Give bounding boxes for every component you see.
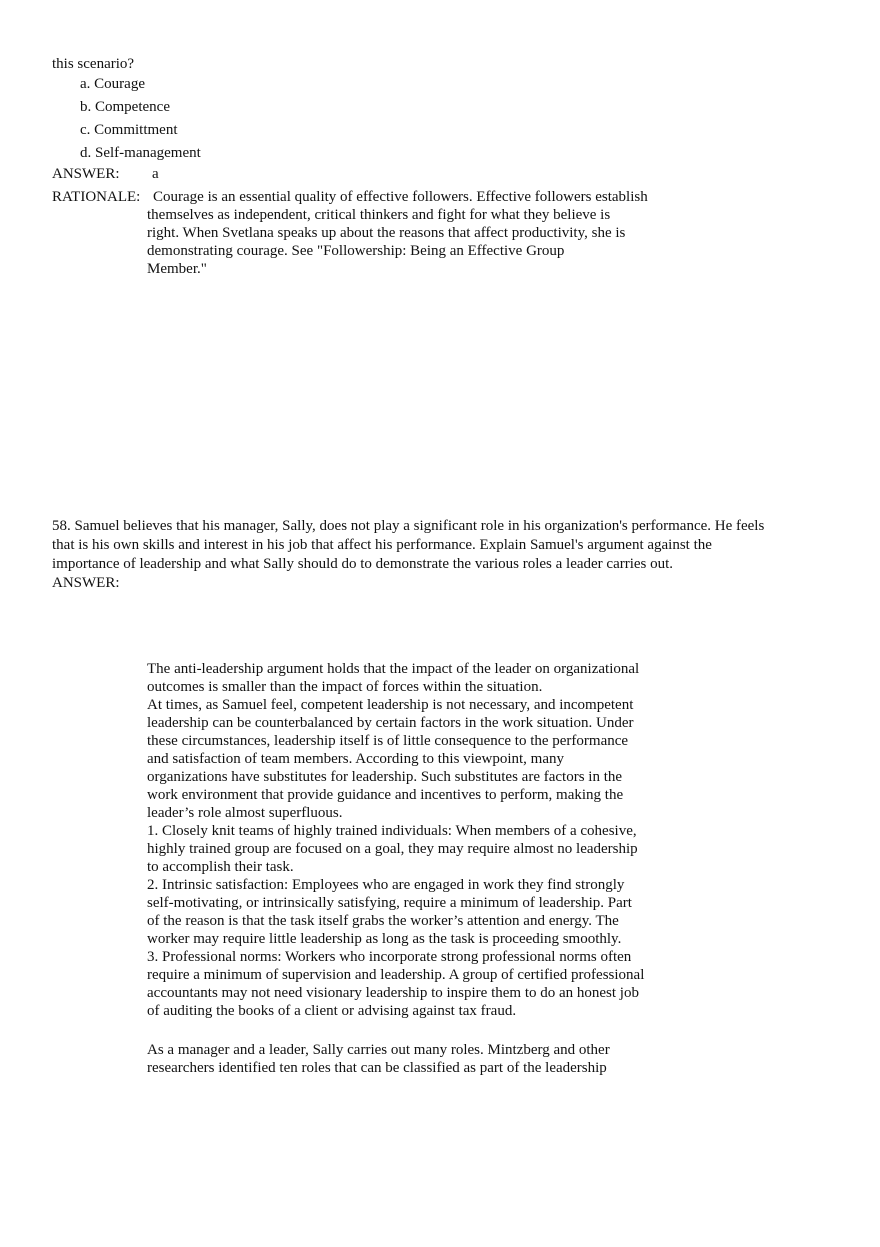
answer-line: 1. Closely knit teams of highly trained individuals: When members of a cohesive, bbox=[147, 823, 637, 839]
question-58-line: that is his own skills and interest in his job that affect his performance. Explain Samuel's argument against the bbox=[52, 537, 712, 553]
rationale-line: right. When Svetlana speaks up about the reasons that affect productivity, she is bbox=[147, 225, 626, 241]
answer-line: accountants may not need visionary leadership to inspire them to do an honest job bbox=[147, 985, 639, 1001]
answer-line: and satisfaction of team members. According to this viewpoint, many bbox=[147, 751, 564, 767]
rationale-line: demonstrating courage. See "Followership: Being an Effective Group bbox=[147, 243, 565, 259]
answer-line: At times, as Samuel feel, competent leadership is not necessary, and incompetent bbox=[147, 697, 634, 713]
rationale-line: themselves as independent, critical thinkers and fight for what they believe is bbox=[147, 207, 611, 223]
answer-line: The anti-leadership argument holds that the impact of the leader on organizational bbox=[147, 661, 640, 677]
answer-line: 2. Intrinsic satisfaction: Employees who are engaged in work they find strongly bbox=[147, 877, 625, 893]
answer-line: these circumstances, leadership itself is of little consequence to the performance bbox=[147, 733, 629, 749]
option-b: b. Competence bbox=[80, 99, 170, 115]
answer-line: require a minimum of supervision and leadership. A group of certified professional bbox=[147, 967, 645, 983]
answer-value: a bbox=[152, 166, 159, 182]
answer-line: to accomplish their task. bbox=[147, 859, 294, 875]
answer-line: 3. Professional norms: Workers who incorporate strong professional norms often bbox=[147, 949, 632, 965]
answer-label-58: ANSWER: bbox=[52, 575, 120, 591]
answer-line: of the reason is that the task itself grabs the worker’s attention and energy. The bbox=[147, 913, 619, 929]
answer-line: work environment that provide guidance and incentives to perform, making the bbox=[147, 787, 624, 803]
closing-line: researchers identified ten roles that can be classified as part of the leadership bbox=[147, 1060, 607, 1076]
answer-line: worker may require little leadership as long as the task is proceeding smoothly. bbox=[147, 931, 622, 947]
answer-label: ANSWER: bbox=[52, 166, 120, 182]
answer-line: self-motivating, or intrinsically satisfying, require a minimum of leadership. Part bbox=[147, 895, 632, 911]
answer-line: of auditing the books of a client or advising against tax fraud. bbox=[147, 1003, 517, 1019]
question-58-line: importance of leadership and what Sally should do to demonstrate the various roles a leader carries out. bbox=[52, 556, 674, 572]
rationale-label: RATIONALE: bbox=[52, 189, 141, 205]
option-d: d. Self-management bbox=[80, 145, 201, 161]
option-c: c. Committment bbox=[80, 122, 178, 138]
answer-line: highly trained group are focused on a goal, they may require almost no leadership bbox=[147, 841, 638, 857]
answer-line: leader’s role almost superfluous. bbox=[147, 805, 343, 821]
closing-line: As a manager and a leader, Sally carries out many roles. Mintzberg and other bbox=[147, 1042, 610, 1058]
question-58-line: 58. Samuel believes that his manager, Sally, does not play a significant role in his organization's performance. He feels bbox=[52, 518, 765, 534]
rationale-line: Courage is an essential quality of effective followers. Effective followers establish bbox=[153, 189, 648, 205]
answer-line: organizations have substitutes for leadership. Such substitutes are factors in the bbox=[147, 769, 623, 785]
option-a: a. Courage bbox=[80, 76, 145, 92]
answer-line: outcomes is smaller than the impact of forces within the situation. bbox=[147, 679, 543, 695]
answer-line: leadership can be counterbalanced by certain factors in the work situation. Under bbox=[147, 715, 634, 731]
question-stem-tail: this scenario? bbox=[52, 56, 135, 72]
rationale-line: Member." bbox=[147, 261, 207, 277]
